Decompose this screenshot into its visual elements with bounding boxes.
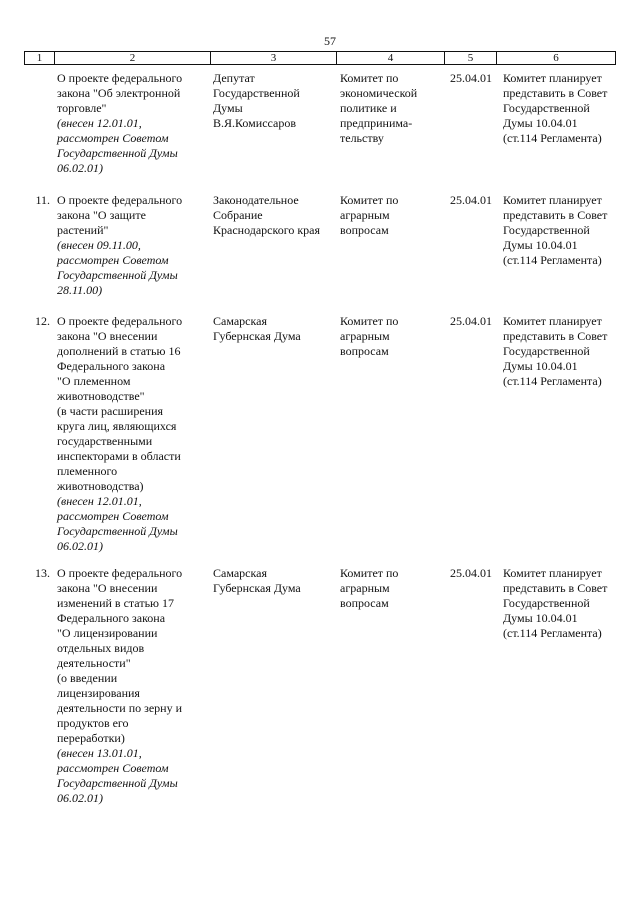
column-header-5: 5 [445,52,497,64]
bill-submitted-line: рассмотрен Советом [57,253,169,267]
status-note [503,566,619,641]
status-note-line: Думы 10.04.01 [503,611,578,625]
bill-title-line: животноводстве" [57,389,145,403]
status-note-line: представить в Совет [503,86,608,100]
bill-title-line: деятельности" [57,656,131,670]
bill-author-line: Краснодарского края [213,223,321,237]
bill-title-line: О проекте федерального [57,71,183,85]
bill-title-line: (о введении [57,671,118,685]
bill-title-line: государственными [57,434,153,448]
committee-line: вопросам [340,223,389,237]
review-date: 25.04.01 [450,71,492,85]
bill-title-line: закона "О защите [57,208,146,222]
bill-title-line: О проекте федерального [57,193,183,207]
status-note-line: Государственной [503,596,590,610]
bill-title-line: О проекте федерального [57,314,183,328]
bill-title-line: закона "О внесении [57,329,158,343]
bill-author [213,193,335,238]
status-note-line: представить в Совет [503,329,608,343]
review-date: 25.04.01 [450,193,492,207]
bill-submitted-line: Государственной Думы [57,524,178,538]
status-note-line: (ст.114 Регламента) [503,374,602,388]
committee-line: Комитет по [340,71,399,85]
bill-title-line: "О племенном [57,374,131,388]
bill-title-line: деятельности по зерну и [57,701,183,715]
bill-submitted-line: (внесен 12.01.01, [57,116,142,130]
committee-line: политике и [340,101,397,115]
bill-title-line: продуктов его [57,716,129,730]
status-note-line: (ст.114 Регламента) [503,626,602,640]
responsible-committee [340,314,444,359]
bill-title-line: лицензирования [57,686,140,700]
bill-title [57,193,205,298]
status-note-line: Думы 10.04.01 [503,238,578,252]
responsible-committee [340,71,444,146]
row-number: 12. [35,314,50,328]
bill-title [57,71,205,176]
committee-line: аграрным [340,581,390,595]
bill-title-line: Федерального закона [57,611,166,625]
status-note-line: представить в Совет [503,208,608,222]
bill-submitted-line: рассмотрен Советом [57,509,169,523]
bill-title-line: изменений в статью 17 [57,596,175,610]
bill-title-line: О проекте федерального [57,566,183,580]
status-note-line: (ст.114 Регламента) [503,253,602,267]
column-header-row [24,51,616,65]
bill-submitted-line: 06.02.01) [57,539,103,553]
bill-title [57,314,205,554]
column-header-1: 1 [25,52,55,64]
bill-author [213,314,335,344]
bill-author-line: Губернская Дума [213,329,301,343]
bill-author-line: Законодательное [213,193,299,207]
bill-author-line: Собрание [213,208,263,222]
bill-title-line: "О лицензировании [57,626,158,640]
bill-title-line: племенного [57,464,118,478]
page-number: 57 [324,34,336,48]
bill-author-line: Самарская [213,314,267,328]
status-note-line: Государственной [503,223,590,237]
bill-submitted-line: рассмотрен Советом [57,131,169,145]
committee-line: экономической [340,86,418,100]
bill-submitted-line: 28.11.00) [57,283,103,297]
bill-title-line: дополнений в статью 16 [57,344,181,358]
committee-line: предпринима- [340,116,413,130]
status-note-line: (ст.114 Регламента) [503,131,602,145]
bill-title-line: круга лиц, являющихся [57,419,177,433]
bill-title-line: (в части расширения [57,404,164,418]
status-note-line: Думы 10.04.01 [503,359,578,373]
status-note-line: Комитет планирует [503,566,602,580]
row-number: 13. [35,566,50,580]
bill-title-line: закона "О внесении [57,581,158,595]
status-note-line: Государственной [503,344,590,358]
bill-submitted-line: 06.02.01) [57,791,103,805]
row-number: 11. [35,193,50,207]
bill-title-line: отдельных видов [57,641,145,655]
bill-author-line: Губернская Дума [213,581,301,595]
bill-author [213,566,335,596]
bill-submitted-line: 06.02.01) [57,161,103,175]
committee-line: тельству [340,131,384,145]
bill-author-line: Государственной [213,86,300,100]
bill-submitted-line: Государственной Думы [57,146,178,160]
status-note-line: представить в Совет [503,581,608,595]
bill-title-line: переработки) [57,731,125,745]
column-header-3: 3 [211,52,337,64]
status-note-line: Думы 10.04.01 [503,116,578,130]
bill-author-line: Депутат [213,71,255,85]
responsible-committee [340,193,444,238]
committee-line: Комитет по [340,314,399,328]
committee-line: аграрным [340,329,390,343]
committee-line: аграрным [340,208,390,222]
bill-author-line: Самарская [213,566,267,580]
bill-submitted-line: (внесен 09.11.00, [57,238,141,252]
status-note [503,193,619,268]
status-note-line: Комитет планирует [503,314,602,328]
committee-line: Комитет по [340,193,399,207]
bill-title-line: Федерального закона [57,359,166,373]
review-date: 25.04.01 [450,566,492,580]
bill-author-line: Думы [213,101,243,115]
status-note-line: Комитет планирует [503,71,602,85]
bill-title-line: животноводства) [57,479,144,493]
column-header-6: 6 [553,52,559,64]
bill-title-line: растений" [57,223,109,237]
bill-author [213,71,335,131]
bill-submitted-line: (внесен 12.01.01, [57,494,142,508]
bill-submitted-line: Государственной Думы [57,268,178,282]
status-note [503,71,619,146]
review-date: 25.04.01 [450,314,492,328]
committee-line: вопросам [340,344,389,358]
committee-line: вопросам [340,596,389,610]
bill-submitted-line: рассмотрен Советом [57,761,169,775]
column-header-2: 2 [55,52,211,64]
status-note [503,314,619,389]
bill-title [57,566,205,806]
column-header-4: 4 [337,52,445,64]
bill-title-line: инспекторами в области [57,449,181,463]
bill-submitted-line: (внесен 13.01.01, [57,746,142,760]
responsible-committee [340,566,444,611]
bill-title-line: торговле" [57,101,107,115]
status-note-line: Государственной [503,101,590,115]
bill-submitted-line: Государственной Думы [57,776,178,790]
committee-line: Комитет по [340,566,399,580]
bill-author-line: В.Я.Комиссаров [213,116,296,130]
status-note-line: Комитет планирует [503,193,602,207]
bill-title-line: закона "Об электронной [57,86,181,100]
